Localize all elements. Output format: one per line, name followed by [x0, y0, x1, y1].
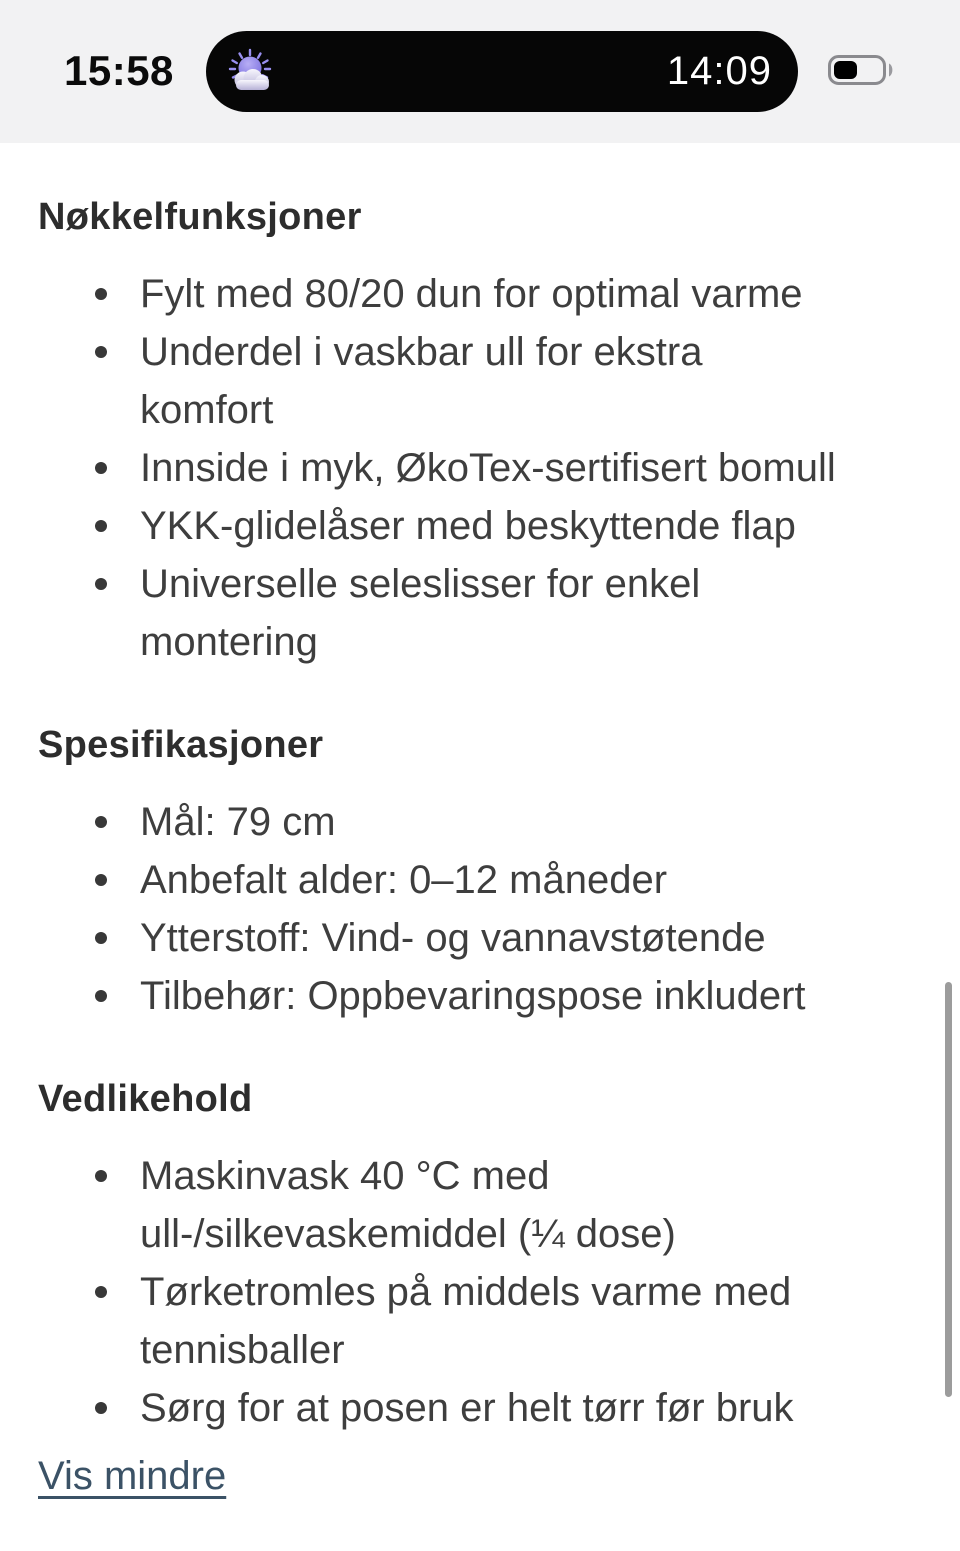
status-bar — [0, 0, 960, 143]
maintenance-list — [38, 1147, 896, 1437]
list-item: Fylt med 80/20 dun for optimal varme — [38, 265, 845, 323]
product-details — [0, 143, 960, 1501]
list-item: Ytterstoff: Vind- og vannavstøtende — [38, 909, 845, 967]
show-less-link[interactable]: Vis mindre — [38, 1454, 227, 1498]
section-heading-key-features: Nøkkelfunksjoner — [38, 196, 362, 238]
sun-behind-cloud-icon — [226, 47, 276, 97]
list-item: Anbefalt alder: 0–12 måneder — [38, 851, 845, 909]
list-item: Mål: 79 cm — [38, 793, 845, 851]
list-item: Tilbehør: Oppbevaringspose inkludert — [38, 967, 845, 1025]
battery-icon — [828, 55, 898, 85]
status-clock: 15:58 — [64, 47, 174, 94]
list-item: Underdel i vaskbar ull for ekstra komfort — [38, 323, 845, 439]
specifications-list — [38, 793, 896, 1025]
key-features-list — [38, 265, 896, 671]
dynamic-island[interactable] — [206, 31, 798, 112]
list-item: Maskinvask 40 °C med ull-/silkevaskemiddel (¼ dose) — [38, 1147, 845, 1263]
list-item: Innside i myk, ØkoTex-sertifisert bomull — [38, 439, 845, 497]
list-item: Tørketromles på middels varme med tennisballer — [38, 1263, 845, 1379]
section-heading-maintenance: Vedlikehold — [38, 1078, 253, 1120]
list-item: Universelle seleslisser for enkel montering — [38, 555, 845, 671]
list-item: Sørg for at posen er helt tørr før bruk — [38, 1379, 845, 1437]
section-heading-specifications: Spesifikasjoner — [38, 724, 324, 766]
scrollbar[interactable] — [945, 982, 952, 1397]
list-item: YKK-glidelåser med beskyttende flap — [38, 497, 845, 555]
island-timer: 14:09 — [666, 49, 772, 93]
